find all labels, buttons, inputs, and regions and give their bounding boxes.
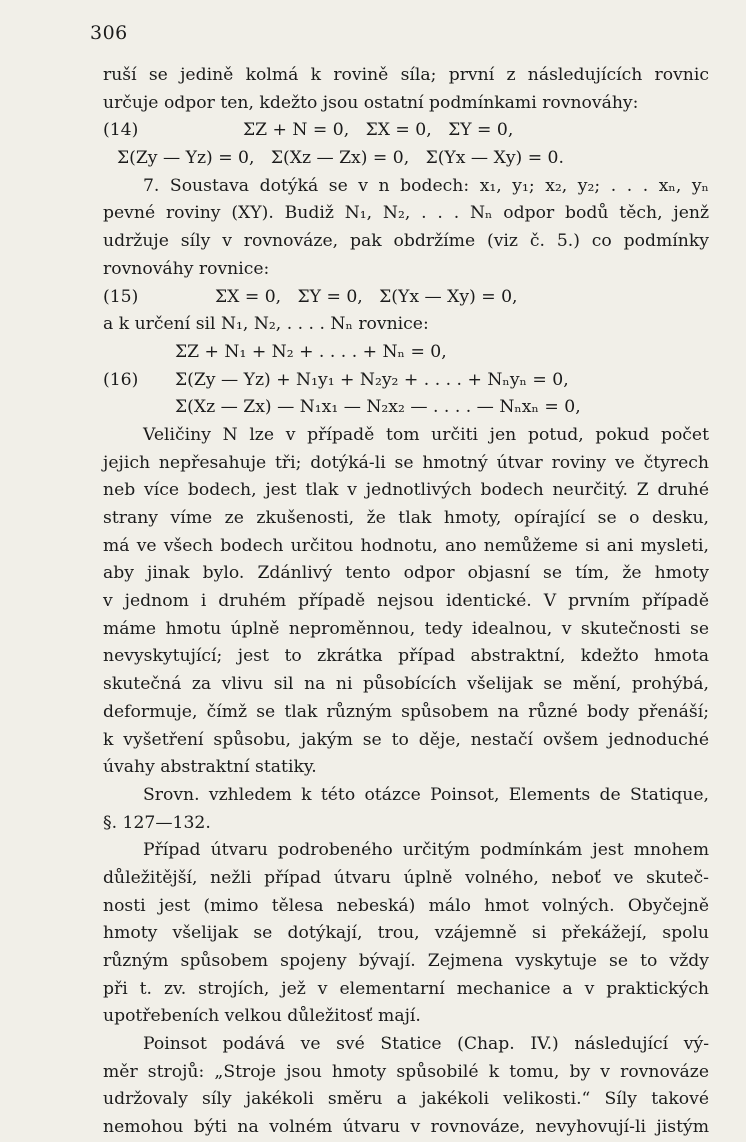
- text-line: [103, 560, 709, 588]
- text-line: [103, 1003, 709, 1031]
- equation-line: [103, 117, 709, 145]
- text-line: [103, 505, 709, 533]
- line-text: a k určení sil N₁, N₂, . . . . Nₙ rovnice:: [103, 314, 429, 335]
- equation-text: ΣZ + N₁ + N₂ + . . . . + Nₙ = 0,: [175, 341, 447, 362]
- text-line: [103, 533, 709, 561]
- text-line: [103, 782, 709, 810]
- line-text: důležitější, nežli případ útvaru úplně volného, neboť ve skuteč-: [103, 867, 709, 888]
- text-line: [103, 1086, 709, 1114]
- text-line: [103, 477, 709, 505]
- text-line: [103, 1114, 709, 1142]
- equation-line: [103, 339, 709, 367]
- line-text: v jednom i druhém případě nejsou identické. V prvním případě: [103, 591, 709, 612]
- page-body-text: [103, 62, 709, 1142]
- equation-text: ΣX = 0, ΣY = 0, Σ(Yx — Xy) = 0,: [215, 286, 518, 307]
- line-text: máme hmotu úplně neproměnnou, tedy idealnou, v skutečnosti se: [103, 618, 709, 639]
- text-line: [103, 754, 709, 782]
- text-line: [103, 616, 709, 644]
- equation-number: (16): [103, 369, 139, 390]
- equation-line: [103, 284, 709, 312]
- text-line: [103, 1059, 709, 1087]
- equation-number: (14): [103, 120, 139, 141]
- line-text: udržuje síly v rovnováze, pak obdržíme (viz č. 5.) co podmínky: [103, 231, 709, 252]
- line-text: k vyšetření spůsobu, jakým se to děje, nestačí ovšem jednoduché: [103, 729, 709, 750]
- text-line: [103, 422, 709, 450]
- text-line: [103, 200, 709, 228]
- line-text: deformuje, čímž se tlak různým spůsobem na různé body přenáší;: [103, 701, 709, 722]
- line-text: 7. Soustava dotýká se v n bodech: x₁, y₁; x₂, y₂; . . . xₙ, yₙ: [143, 175, 709, 196]
- line-text: aby jinak bylo. Zdánlivý tento odpor objasní se tím, že hmoty: [103, 563, 709, 584]
- equation-number: (15): [103, 286, 139, 307]
- text-line: [103, 62, 709, 90]
- line-text: neb více bodech, jest tlak v jednotlivých bodech neurčitý. Z druhé: [103, 480, 709, 501]
- line-text: Veličiny N lze v případě tom určiti jen potud, pokud počet: [143, 424, 709, 445]
- text-line: [103, 671, 709, 699]
- line-text: strany víme ze zkušenosti, že tlak hmoty, opírající se o desku,: [103, 508, 709, 528]
- line-text: rovnováhy rovnice:: [103, 258, 270, 279]
- text-line: [103, 256, 709, 284]
- line-text: Poinsot podává ve své Statice (Chap. IV.) následující vý-: [143, 1034, 709, 1055]
- line-text: jejich nepřesahuje tři; dotýká-li se hmotný útvar roviny ve čtyrech: [103, 452, 709, 473]
- line-text: pevné roviny (XY). Budiž N₁, N₂, . . . Nₙ odpor bodů těch, jenž: [103, 203, 709, 224]
- line-text: upotřebeních velkou důležitosť mají.: [103, 1006, 421, 1027]
- text-line: [103, 948, 709, 976]
- line-text: nevyskytující; jest to zkrátka případ abstraktní, kdežto hmota: [103, 646, 709, 667]
- line-text: různým spůsobem spojeny bývají. Zejmena vyskytuje se to vždy: [103, 951, 709, 971]
- text-line: [103, 976, 709, 1004]
- line-text: Srovn. vzhledem k této otázce Poinsot, Elements de Statique,: [143, 784, 709, 805]
- text-line: [103, 173, 709, 201]
- line-text: skutečná za vlivu sil na ni působících všelijak se mění, prohýbá,: [103, 674, 709, 695]
- line-text: ruší se jedině kolmá k rovině síla; první z následujících rovnic: [103, 65, 709, 85]
- line-text: hmoty všelijak se dotýkají, trou, vzájemně si překážejí, spolu: [103, 923, 709, 944]
- equation-text: ΣZ + N = 0, ΣX = 0, ΣY = 0,: [243, 120, 514, 141]
- equation-line: [103, 145, 709, 173]
- text-line: [103, 311, 709, 339]
- line-text: měr strojů: „Stroje jsou hmoty spůsobilé k tomu, by v rovnováze: [103, 1061, 709, 1082]
- text-line: [103, 643, 709, 671]
- text-line: [103, 920, 709, 948]
- line-text: určuje odpor ten, kdežto jsou ostatní podmínkami rovnováhy:: [103, 92, 639, 113]
- line-text: úvahy abstraktní statiky.: [103, 757, 317, 778]
- line-text: nosti jest (mimo tělesa nebeská) málo hmot volných. Obyčejně: [103, 895, 709, 916]
- text-line: [103, 810, 709, 838]
- text-line: [103, 893, 709, 921]
- text-line: [103, 837, 709, 865]
- page-number: 306: [90, 22, 128, 44]
- text-line: [103, 90, 709, 118]
- text-line: [103, 1031, 709, 1059]
- equation-text: Σ(Xz — Zx) — N₁x₁ — N₂x₂ — . . . . — Nₙxₙ = 0,: [175, 397, 581, 418]
- line-text: udržovaly síly jakékoli směru a jakékoli velikosti.“ Síly takové: [103, 1089, 709, 1110]
- equation-text: Σ(Zy — Yz) = 0, Σ(Xz — Zx) = 0, Σ(Yx — Xy) = 0.: [117, 148, 564, 169]
- text-line: [103, 450, 709, 478]
- equation-text: Σ(Zy — Yz) + N₁y₁ + N₂y₂ + . . . . + Nₙyₙ = 0,: [175, 369, 569, 390]
- line-text: §. 127—132.: [103, 812, 211, 833]
- equation-line: [103, 394, 709, 422]
- text-line: [103, 228, 709, 256]
- line-text: při t. zv. strojích, jež v elementarní mechanice a v praktických: [103, 978, 709, 999]
- equation-line: [103, 367, 709, 395]
- text-line: [103, 727, 709, 755]
- line-text: Případ útvaru podrobeného určitým podmínkám jest mnohem: [143, 840, 709, 861]
- text-line: [103, 865, 709, 893]
- text-line: [103, 588, 709, 616]
- line-text: má ve všech bodech určitou hodnotu, ano nemůžeme si ani mysleti,: [103, 535, 709, 556]
- text-line: [103, 699, 709, 727]
- line-text: nemohou býti na volném útvaru v rovnováze, nevyhovují-li jistým: [103, 1117, 709, 1138]
